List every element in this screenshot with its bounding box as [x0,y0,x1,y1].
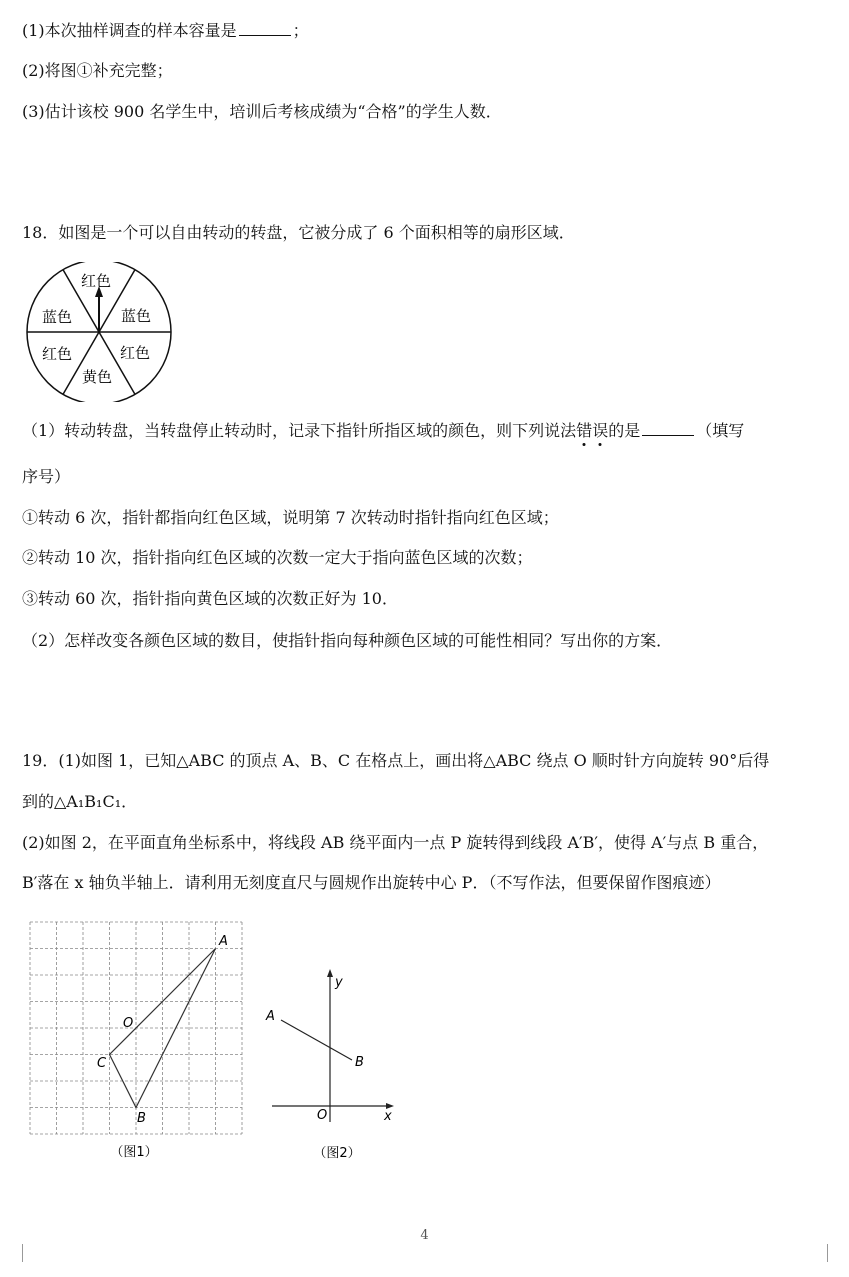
q18-part1-mid: 的是 [608,421,641,440]
point-label-b: B [355,1055,364,1070]
sector-label: 红色 [119,344,151,362]
q18-option-2: ②转动 10 次，指针指向红色区域的次数一定大于指向蓝色区域的次数； [22,548,533,567]
y-axis-label: y [335,975,343,990]
q19-line2: 到的△A₁B₁C₁． [22,792,138,811]
sector-label: 红色 [80,272,112,290]
sector-label: 黄色 [81,368,113,386]
margin-mark-left [22,1244,23,1262]
vertex-label-a: A [219,934,228,949]
figure-2-caption: （图2） [313,1146,361,1161]
y-axis-arrow-icon [327,969,333,977]
emphasis-word: 错误 [576,421,609,440]
answer-blank[interactable] [239,21,291,36]
figure-1 [24,916,254,1166]
origin-label: O [317,1108,328,1123]
emphasis-dot [583,443,586,446]
q18-intro: 18．如图是一个可以自由转动的转盘，它被分成了 6 个面积相等的扇形区域． [22,223,575,242]
q18-part1-end: （填写 [696,421,745,440]
q17-part2: (2)将图①补充完整； [22,61,173,80]
emphasis-text [576,421,608,440]
point-label-o: O [123,1016,134,1031]
q17-part1-end: ； [292,21,309,40]
x-axis-label: x [384,1109,392,1124]
vertex-label-c: C [97,1056,107,1071]
sector-label: 红色 [41,345,73,363]
figure-1-caption: （图1） [110,1145,158,1160]
segment-ab [281,1020,352,1060]
q18-part2: （2）怎样改变各颜色区域的数目，使指针指向每种颜色区域的可能性相同？写出你的方案． [22,631,673,650]
point-label-a: A [266,1009,275,1024]
q18-option-3: ③转动 60 次，指针指向黄色区域的次数正好为 10． [22,589,398,608]
q17-part1-text: (1)本次抽样调查的样本容量是 [22,21,237,40]
q18-part1-text: （1）转动转盘，当转盘停止转动时，记录下指针所指区域的颜色，则下列说法 [22,421,577,440]
q18-option-1: ①转动 6 次，指针都指向红色区域，说明第 7 次转动时指针指向红色区域； [22,508,559,527]
q17-part3: (3)估计该校 900 名学生中，培训后考核成绩为“合格”的学生人数． [22,102,502,121]
emphasis-dot [599,443,602,446]
q19-line4: B′落在 x 轴负半轴上．请利用无刻度直尺与圆规作出旋转中心 P．（不写作法，但要保留作图痕迹） [22,873,721,892]
q18-part1-line2: 序号） [22,467,71,486]
margin-mark-right [827,1244,828,1262]
sector-label: 蓝色 [120,307,152,325]
answer-blank[interactable] [642,421,694,436]
q19-line1: 19．(1)如图 1，已知△ABC 的顶点 A、B、C 在格点上，画出将△ABC 绕点 O 顺时针方向旋转 90°后得 [22,751,770,770]
q17-part1 [22,21,309,41]
spinner-wheel-figure [24,262,174,402]
sector-label: 蓝色 [41,308,73,326]
figure-2 [262,962,412,1166]
vertex-label-b: B [137,1111,146,1126]
q19-line3: (2)如图 2，在平面直角坐标系中，将线段 AB 绕平面内一点 P 旋转得到线段 A′B′，使得 A′与点 B 重合， [22,833,769,852]
q18-part1 [22,421,744,441]
page-number: 4 [420,1228,429,1243]
